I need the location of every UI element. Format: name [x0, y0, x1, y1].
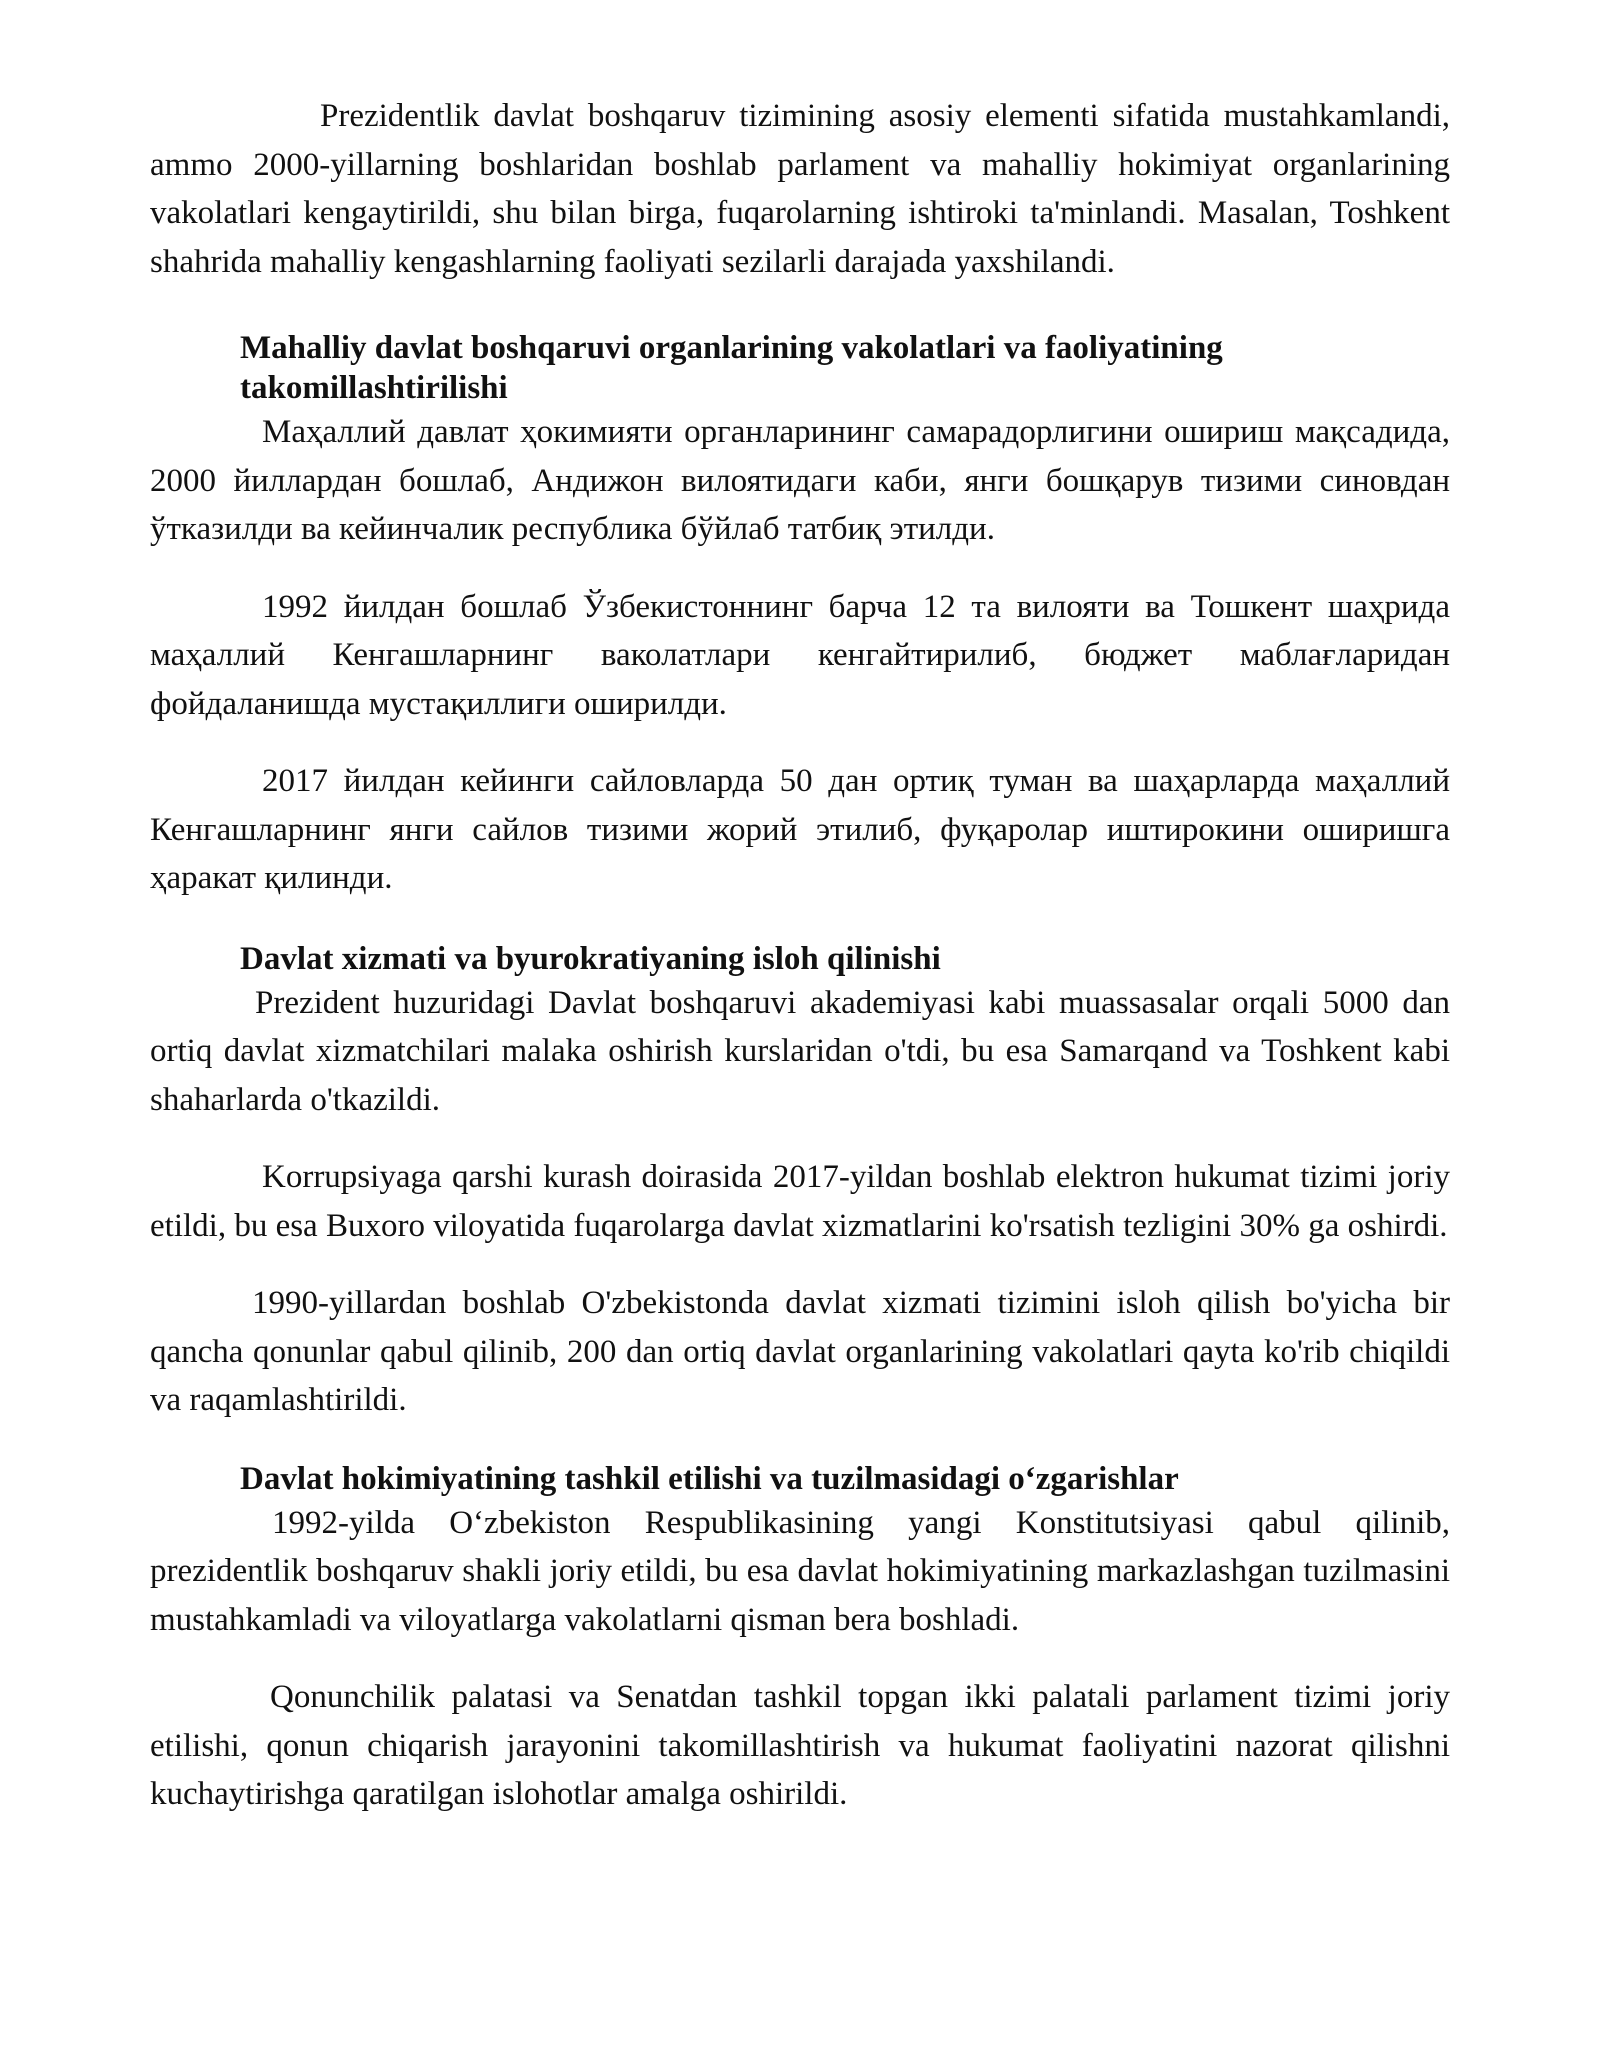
paragraph-election-system: 2017 йилдан кейинги сайловларда 50 дан ортиқ туман ва шаҳарларда маҳаллий Кенгашларнинг янги сайлов тизими жорий этилиб, фуқаролар иштирокини оширишга ҳаракат қилинди.: [150, 763, 1450, 896]
section-heading-state-structure: Davlat hokimiyatining tashkil etilishi va tuzilmasidagi oʻzgarishlar: [240, 1460, 1179, 1497]
paragraph-civil-service-laws: 1990-yillardan boshlab O'zbekistonda davlat xizmati tizimini isloh qilish bo'yicha bir qancha qonunlar qabul qilinib, 200 dan ortiq davlat organlarining vakolatlari qayta ko'rib chiqildi va raqamlashtirildi.: [150, 1285, 1450, 1418]
paragraph-e-government: Korrupsiyaga qarshi kurash doirasida 2017-yildan boshlab elektron hukumat tizimi joriy etildi, bu esa Buxoro viloyatida fuqarolarga davlat xizmatlarini ko'rsatish tezligini 30% ga oshirdi.: [150, 1159, 1450, 1244]
paragraph-andijan-reform: Маҳаллий давлат ҳокимияти органларининг самарадорлигини ошириш мақсадида, 2000 йиллардан бошлаб, Андижон вилоятидаги каби, янги бошқарув тизими синовдан ўтказилди ва кейинчалик республика бўйлаб татбиқ этилди.: [150, 414, 1450, 547]
section-heading-civil-service: Davlat xizmati va byurokratiyaning isloh qilinishi: [240, 940, 941, 977]
paragraph-academy-training: Prezident huzuridagi Davlat boshqaruvi akademiyasi kabi muassasalar orqali 5000 dan ortiq davlat xizmatchilari malaka oshirish kurslaridan o'tdi, bu esa Samarqand va Toshkent kabi shaharlarda o'tkazildi.: [150, 984, 1450, 1118]
paragraph-presidential-system: Prezidentlik davlat boshqaruv tizimining asosiy elementi sifatida mustahkamlandi, ammo 2000-yillarning boshlaridan boshlab parlament va mahalliy hokimiyat organlarining vakolatlari kengaytirildi, shu bilan birga, fuqarolarning ishtiroki ta'minlandi. Masalan, Toshkent shahrida mahalliy kengashlarning faoliyati sezilarli darajada yaxshilandi.: [150, 98, 1450, 280]
section-heading-local-government: Mahalliy davlat boshqaruvi organlarining vakolatlari va faoliyatining takomillashtirilishi: [240, 330, 1223, 406]
paragraph-regional-councils: 1992 йилдан бошлаб Ўзбекистоннинг барча 12 та вилояти ва Тошкент шаҳрида маҳаллий Кенгашларнинг ваколатлари кенгайтирилиб, бюджет маблағларидан фойдаланишда мустақиллиги оширилди.: [150, 588, 1450, 722]
document-page: [150, 92, 1450, 1819]
paragraph-bicameral-parliament: Qonunchilik palatasi va Senatdan tashkil topgan ikki palatali parlament tizimi joriy etilishi, qonun chiqarish jarayonini takomillashtirish va hukumat faoliyatini nazorat qilishni kuchaytirishga qaratilgan islohotlar amalga oshirildi.: [150, 1679, 1450, 1812]
paragraph-constitution-1992: 1992-yilda Oʻzbekiston Respublikasining yangi Konstitutsiyasi qabul qilinib, prezidentlik boshqaruv shakli joriy etildi, bu esa davlat hokimiyatining markazlashgan tuzilmasini mustahkamladi va viloyatlarga vakolatlarni qisman bera boshladi.: [150, 1504, 1450, 1638]
